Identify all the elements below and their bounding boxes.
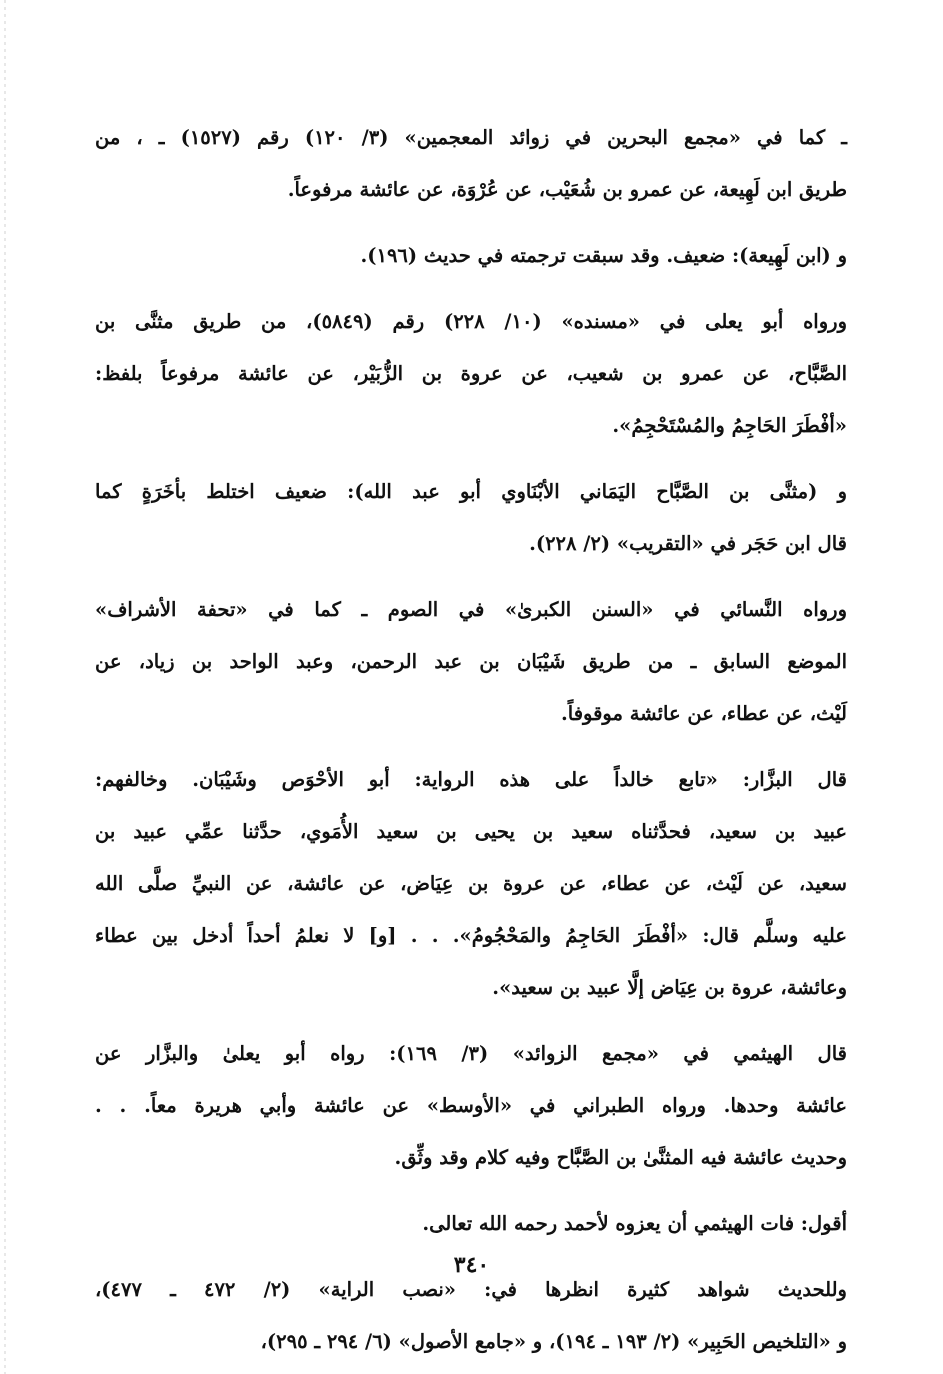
text-line: لَيْث، عن عطاء، عن عائشة موقوفاً. xyxy=(560,702,847,725)
text-line: أقول: فات الهيثمي أن يعزوه لأحمد رحمه الله تعالى. xyxy=(422,1212,847,1235)
text-line: و (ابن لَهِيعة): ضعيف. وقد سبقت ترجمته في حديث (١٩٦). xyxy=(360,244,847,267)
text-line: وحديث عائشة فيه المثنَّىٰ بن الصَّبَّاح وفيه كلام وقد وثِّق. xyxy=(394,1146,847,1169)
text-line: قال ابن حَجَر في «التقريب» (٢/ ٢٢٨). xyxy=(529,532,847,555)
text-line: عليه وسلَّم قال: «أفْطَرَ الحَاجِمُ والمَحْجُومُ». . . [و] لا نعلمُ أحداً أدخل بين عطاء xyxy=(95,924,847,947)
text-line: الصَّبَّاح، عن عمرو بن شعيب، عن عروة بن الزُّبَيْر، عن عائشة مرفوعاً بلفظ: xyxy=(95,362,847,385)
text-line: طريق ابن لَهِيعة، عن عمرو بن شُعَيْب، عن عُرْوَة، عن عائشة مرفوعاً. xyxy=(287,178,847,201)
text-line: قال الهيثمي في «مجمع الزوائد» (٣/ ١٦٩): رواه أبو يعلىٰ والبزَّار عن xyxy=(95,1042,847,1065)
paragraph-5 xyxy=(95,584,847,740)
text-line: و «التلخيص الحَبِير» (٢/ ١٩٣ ـ ١٩٤)، و «جامع الأصول» (٦/ ٢٩٤ ـ ٢٩٥)، xyxy=(260,1330,847,1353)
scan-edge-artifact xyxy=(4,0,6,1374)
text-line: «أفْطَرَ الحَاجِمُ والمُسْتَحْجِمُ». xyxy=(612,414,847,437)
paragraph-6 xyxy=(95,754,847,1014)
page-number: ٣٤٠ xyxy=(453,1252,490,1278)
text-line: وللحديث شواهد كثيرة انظرها في: «نصب الراية» (٢/ ٤٧٢ ـ ٤٧٧)، xyxy=(95,1278,847,1301)
paragraph-8 xyxy=(95,1198,847,1250)
text-line: ـ كما في «مجمع البحرين في زوائد المعجمين» (٣/ ١٢٠) رقم (١٥٢٧) ـ ، من xyxy=(95,126,847,149)
paragraph-3 xyxy=(95,296,847,452)
paragraph-9 xyxy=(95,1264,847,1368)
text-line: ورواه أبو يعلى في «مسنده» (١٠/ ٢٢٨) رقم (٥٨٤٩)، من طريق مثنَّى بن xyxy=(95,310,847,333)
text-line: ورواه النَّسائي في «السنن الكبرىٰ» في الصوم ـ كما في «تحفة الأشراف» xyxy=(95,598,847,621)
text-line: الموضع السابق ـ من طريق شَيْبَان بن عبد الرحمن، وعبد الواحد بن زياد، عن xyxy=(95,650,847,673)
paragraph-1 xyxy=(95,112,847,216)
paragraph-7 xyxy=(95,1028,847,1184)
text-line: عبيد بن سعيد، فحدَّثناه سعيد بن يحيى بن سعيد الأُمَوي، حدَّثنا عمِّي عبيد بن xyxy=(95,820,847,843)
text-line: وعائشة، عروة بن عِيَاض إلَّا عبيد بن سعيد». xyxy=(492,976,847,999)
text-line: عائشة وحدها. ورواه الطبراني في «الأوسط» عن عائشة وأبي هريرة معاً. . . xyxy=(95,1094,847,1117)
paragraph-2 xyxy=(95,230,847,282)
text-line: قال البزَّار: «تابع خالداً على هذه الرواية: أبو الأحْوَص وشَيْبَان. وخالفهم: xyxy=(95,768,847,791)
paragraph-4 xyxy=(95,466,847,570)
text-line: سعيد، عن لَيْث، عن عطاء، عن عروة بن عِيَاض، عن عائشة، عن النبيِّ صلَّى الله xyxy=(95,872,847,895)
text-line: و (مثنَّى بن الصَّبَّاح اليَمَاني الأبْنَاوي أبو عبد الله): ضعيف اختلط بأخَرَةٍ كما xyxy=(95,480,847,503)
body-text xyxy=(95,112,847,1368)
